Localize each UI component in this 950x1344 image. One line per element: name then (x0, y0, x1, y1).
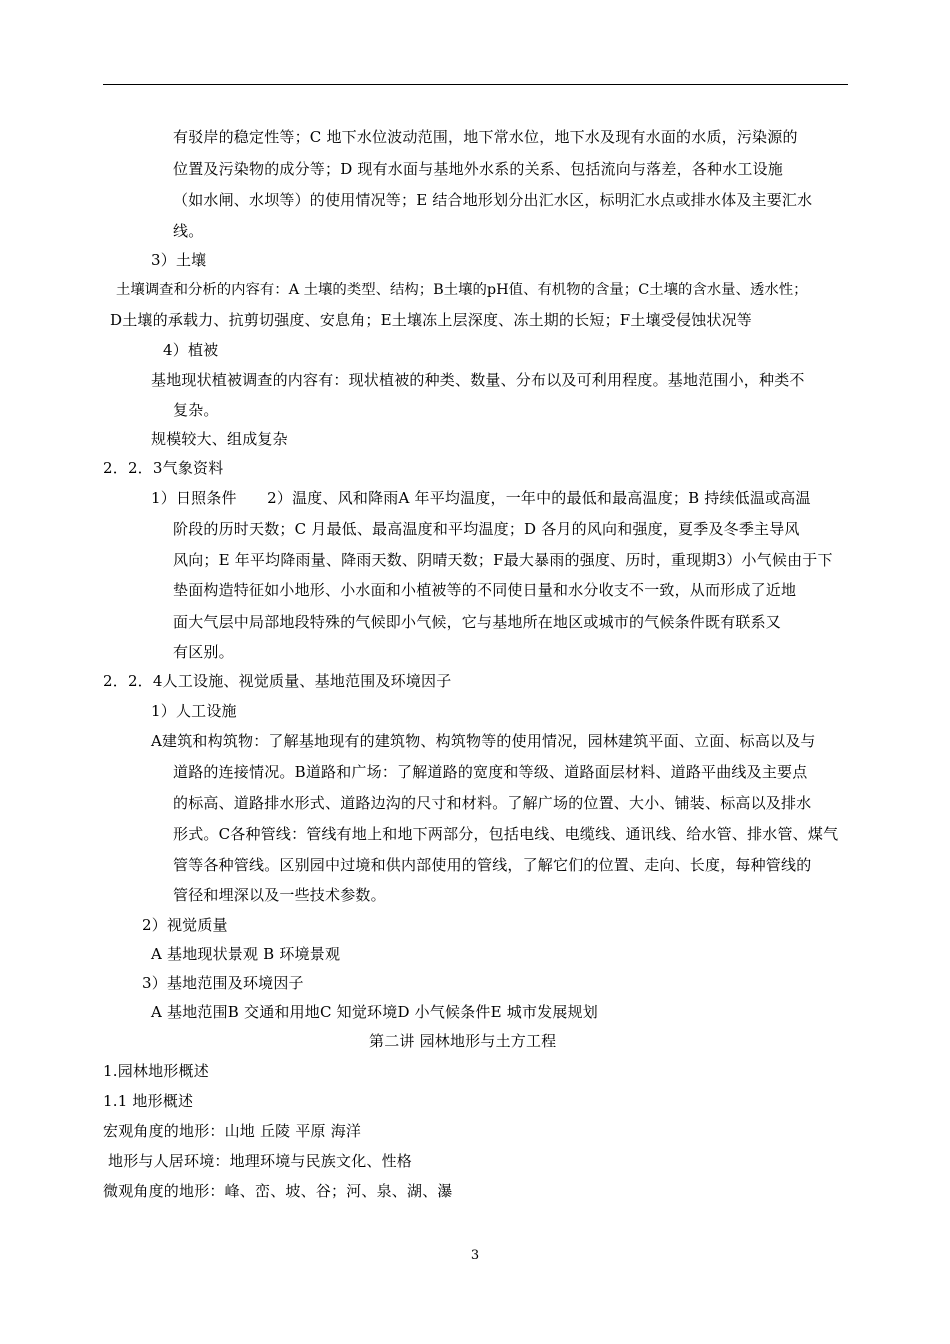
section-heading: 2．2．3气象资料 (103, 459, 224, 477)
text-line: A 基地现状景观 B 环境景观 (151, 945, 341, 963)
text-line: 面大气层中局部地段特殊的气候即小气候，它与基地所在地区或城市的气候条件既有联系又 (173, 613, 782, 631)
text-line: 管等各种管线。区别园中过境和供内部使用的管线，了解它们的位置、走向、长度，每种管线的 (173, 856, 812, 874)
text-line: 地形与人居环境：地理环境与民族文化、性格 (108, 1152, 413, 1170)
text-line: 位置及污染物的成分等；D 现有水面与基地外水系的关系、包括流向与落差，各种水工设施 (173, 160, 783, 178)
page-number: 3 (470, 1248, 480, 1263)
text-line: 1）日照条件 2）温度、风和降雨A 年平均温度，一年中的最低和最高温度；B 持续低温或高温 (151, 489, 811, 507)
section-heading: 1.1 地形概述 (103, 1092, 194, 1110)
lecture-title: 第二讲 园林地形与土方工程 (369, 1032, 557, 1050)
text-line: 的标高、道路排水形式、道路边沟的尺寸和材料。了解广场的位置、大小、铺装、标高以及排水 (173, 794, 812, 812)
text-line: 风向；E 年平均降雨量、降雨天数、阴晴天数；F最大暴雨的强度、历时，重现期3）小气候由于下 (173, 551, 833, 569)
header-rule (103, 84, 848, 85)
text-line: A 基地范围B 交通和用地C 知觉环境D 小气候条件E 城市发展规划 (151, 1003, 598, 1021)
section-heading: 4）植被 (163, 341, 219, 359)
text-line: 宏观角度的地形：山地 丘陵 平原 海洋 (103, 1122, 362, 1140)
text-line: 复杂。 (173, 401, 219, 419)
text-line: 道路的连接情况。B道路和广场：了解道路的宽度和等级、道路面层材料、道路平曲线及主要点 (173, 763, 808, 781)
section-heading: 1）人工设施 (151, 702, 237, 720)
text-line: 管径和埋深以及一些技术参数。 (173, 886, 386, 904)
text-line: 阶段的历时天数；C 月最低、最高温度和平均温度；D 各月的风向和强度，夏季及冬季主导风 (173, 520, 800, 538)
text-line: 有驳岸的稳定性等；C 地下水位波动范围，地下常水位，地下水及现有水面的水质，污染源的 (173, 128, 798, 146)
text-line: A建筑和构筑物：了解基地现有的建筑物、构筑物等的使用情况，园林建筑平面、立面、标高以及与 (151, 732, 816, 750)
section-heading: 3）土壤 (151, 251, 207, 269)
text-line: 垫面构造特征如小地形、小水面和小植被等的不同使日量和水分收支不一致，从而形成了近地 (173, 581, 797, 599)
text-line: D土壤的承载力、抗剪切强度、安息角；E土壤冻上层深度、冻土期的长短；F土壤受侵蚀状况等 (110, 311, 752, 329)
text-line: 形式。C各种管线：管线有地上和地下两部分，包括电线、电缆线、通讯线、给水管、排水管、煤气 (173, 825, 839, 843)
text-line: 有区别。 (173, 643, 234, 661)
text-line: （如水闸、水坝等）的使用情况等；E 结合地形划分出汇水区，标明汇水点或排水体及主要汇水 (173, 191, 813, 209)
section-heading: 3）基地范围及环境因子 (142, 974, 304, 992)
section-heading: 2．2．4人工设施、视觉质量、基地范围及环境因子 (103, 672, 452, 690)
text-line: 微观角度的地形：峰、峦、坡、谷；河、泉、湖、瀑 (103, 1182, 453, 1200)
text-line: 土壤调查和分析的内容有：A 土壤的类型、结构；B土壤的pH值、有机物的含量；C土壤的含水量、透水性； (116, 282, 808, 298)
section-heading: 1.园林地形概述 (103, 1062, 209, 1080)
section-heading: 2）视觉质量 (142, 916, 228, 934)
text-line: 基地现状植被调查的内容有：现状植被的种类、数量、分布以及可利用程度。基地范围小，种类不 (151, 371, 805, 389)
text-line: 线。 (173, 222, 204, 240)
text-line: 规模较大、组成复杂 (151, 430, 288, 448)
